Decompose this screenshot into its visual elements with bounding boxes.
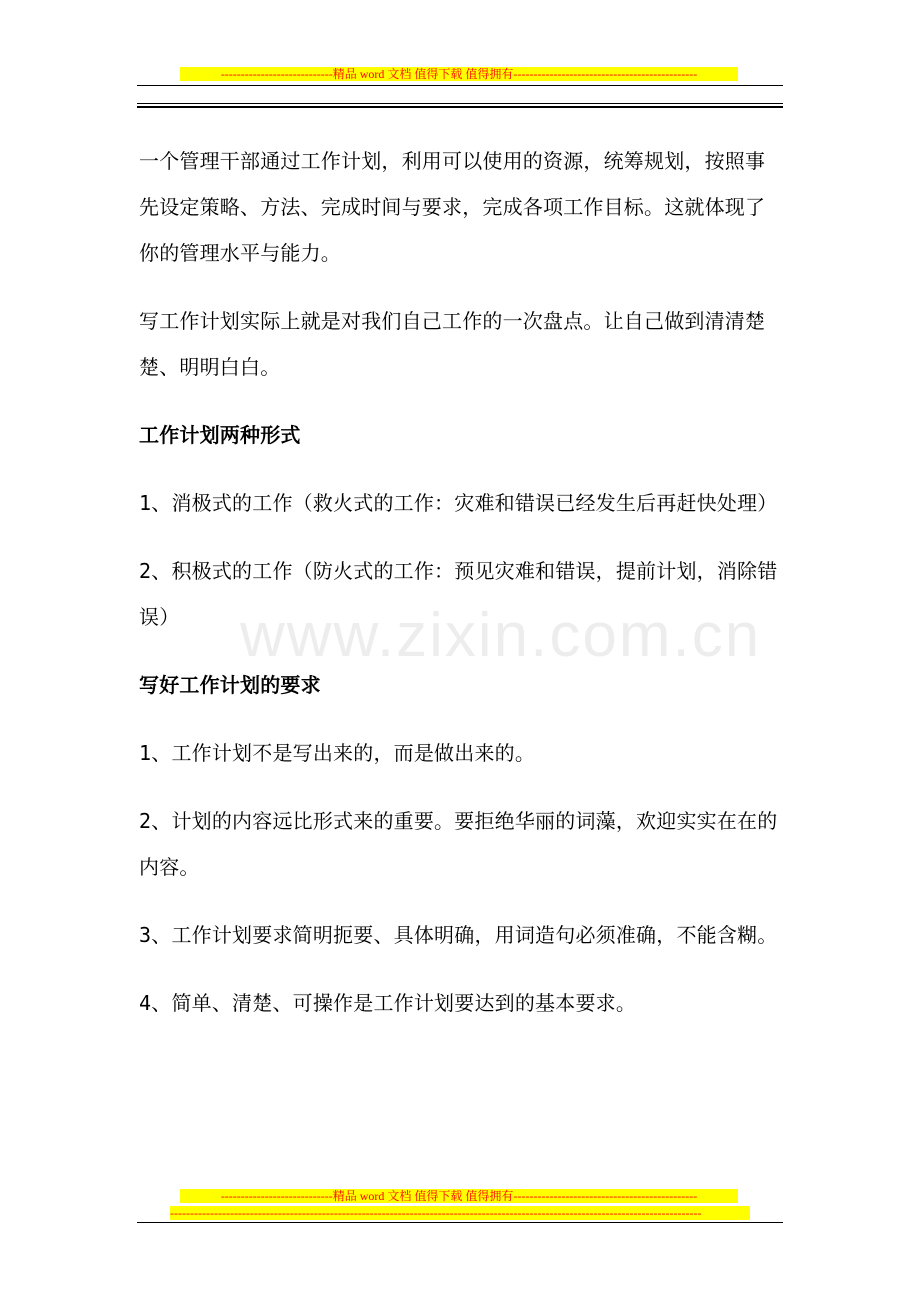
list-item-req-3: 3、工作计划要求简明扼要、具体明确，用词造句必须准确，不能含糊。 [139, 923, 778, 947]
paragraph-summary: 写工作计划实际上就是对我们自己工作的一次盘点。让自己做到清清楚楚、明明白白。 [139, 309, 766, 379]
list-item-active: 2、积极式的工作（防火式的工作：预见灾难和错误，提前计划，消除错误） [139, 559, 778, 629]
section-heading-requirements: 写好工作计划的要求 [139, 673, 321, 697]
section-heading-forms: 工作计划两种形式 [139, 423, 301, 447]
list-item-req-4: 4、简单、清楚、可操作是工作计划要达到的基本要求。 [139, 991, 637, 1015]
footer-banner: ----------------------------精品 word 文档 值得下载 值得拥有---------------------------------------------- [180, 1189, 738, 1203]
paragraph-intro: 一个管理干部通过工作计划，利用可以使用的资源，统筹规划，按照事先设定策略、方法、完成时间与要求，完成各项工作目标。这就体现了你的管理水平与能力。 [139, 149, 766, 265]
list-item-req-2: 2、计划的内容远比形式来的重要。要拒绝华丽的词藻，欢迎实实在在的内容。 [139, 809, 778, 879]
header-banner: ----------------------------精品 word 文档 值得下载 值得拥有---------------------------------------------- [180, 67, 738, 81]
header-rule-double-1 [137, 103, 783, 104]
watermark-text: www.zixin.com.cn [240, 601, 762, 670]
list-item-passive: 1、消极式的工作（救火式的工作：灾难和错误已经发生后再赶快处理） [139, 491, 778, 515]
header-rule-top [137, 85, 783, 86]
list-item-req-1: 1、工作计划不是写出来的，而是做出来的。 [139, 741, 536, 765]
footer-rule [137, 1222, 783, 1223]
footer-dash-line: ------------------------------------------------------------------------------------------------------------------------------------- [170, 1206, 750, 1220]
header-rule-double-2 [137, 106, 783, 108]
document-body [139, 138, 783, 1048]
